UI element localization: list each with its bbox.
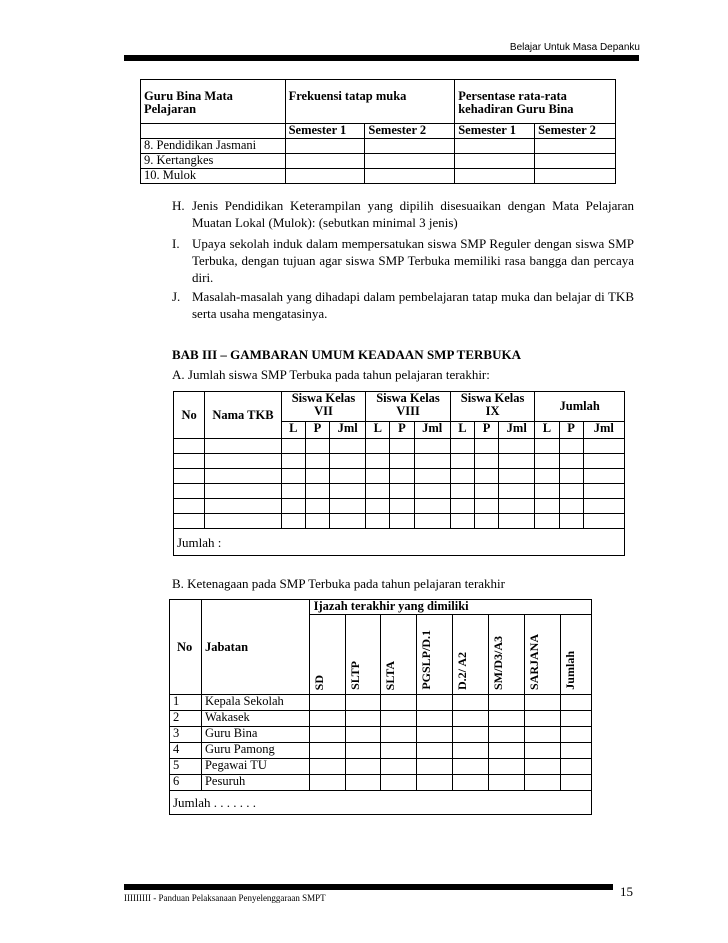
col-no: No xyxy=(170,600,202,695)
row-no: 6 xyxy=(170,775,202,791)
subject-row: 10. Mulok xyxy=(141,169,286,184)
col-l: L xyxy=(281,422,305,439)
col-d2: D.2/ A2 xyxy=(455,651,470,690)
col-guru-bina: Guru Bina Mata Pelajaran xyxy=(141,80,286,124)
col-l: L xyxy=(366,422,390,439)
header-rule xyxy=(124,55,639,61)
chapter-title: BAB III – GAMBARAN UMUM KEADAAN SMP TERBUKA xyxy=(172,347,521,362)
row-jabatan: Pesuruh xyxy=(201,775,309,791)
row-jabatan: Guru Bina xyxy=(201,727,309,743)
frek-sem1: Semester 1 xyxy=(285,124,365,139)
page-number: 15 xyxy=(620,884,633,899)
student-count-table xyxy=(173,391,625,556)
row-no: 4 xyxy=(170,743,202,759)
item-h xyxy=(172,197,634,231)
col-sd: SD xyxy=(311,674,326,690)
col-p: P xyxy=(390,422,414,439)
staff-table xyxy=(169,599,592,815)
total-row: Jumlah . . . . . . . xyxy=(170,791,592,815)
subject-row: 8. Pendidikan Jasmani xyxy=(141,139,286,154)
running-title: Belajar Untuk Masa Depanku xyxy=(509,42,640,53)
row-jabatan: Kepala Sekolah xyxy=(201,695,309,711)
col-jabatan: Jabatan xyxy=(201,600,309,695)
item-i xyxy=(172,235,634,286)
col-kelas-9: Siswa Kelas IX xyxy=(450,392,535,422)
total-row: Jumlah : xyxy=(174,529,625,556)
row-jabatan: Wakasek xyxy=(201,711,309,727)
col-sarjana: SARJANA xyxy=(527,633,542,690)
item-letter: H. xyxy=(172,198,185,213)
section-b-heading: B. Ketenagaan pada SMP Terbuka pada tahun pelajaran terakhir xyxy=(172,576,505,591)
subject-row: 9. Kertangkes xyxy=(141,154,286,169)
col-l: L xyxy=(535,422,559,439)
col-p: P xyxy=(474,422,498,439)
col-sltp: SLTP xyxy=(347,661,362,690)
pers-sem1: Semester 1 xyxy=(455,124,535,139)
item-text: Jenis Pendidikan Keterampilan yang dipilih disesuaikan dengan Mata Pelajaran Muatan Lokal (Mulok): (sebutkan minimal 3 jenis) xyxy=(192,198,634,230)
section-a-heading: A. Jumlah siswa SMP Terbuka pada tahun pelajaran terakhir: xyxy=(172,367,490,382)
footer-rule xyxy=(124,884,613,890)
item-j xyxy=(172,288,634,322)
col-jumlah: Jumlah xyxy=(563,651,577,690)
col-persentase: Persentase rata-rata kehadiran Guru Bina xyxy=(455,80,616,124)
row-no: 1 xyxy=(170,695,202,711)
col-kelas-7: Siswa Kelas VII xyxy=(281,392,366,422)
row-no: 3 xyxy=(170,727,202,743)
row-jabatan: Pegawai TU xyxy=(201,759,309,775)
row-no: 5 xyxy=(170,759,202,775)
pers-sem2: Semester 2 xyxy=(535,124,616,139)
row-jabatan: Guru Pamong xyxy=(201,743,309,759)
col-jumlah: Jumlah xyxy=(535,392,625,422)
col-no: No xyxy=(174,392,205,439)
col-pgslp: PGSLP/D.1 xyxy=(419,630,434,690)
col-slta: SLTA xyxy=(383,660,398,690)
item-text: Upaya sekolah induk dalam mempersatukan siswa SMP Reguler dengan siswa SMP Terbuka, dengan tujuan agar siswa SMP Terbuka memiliki rasa bangga dan percaya diri. xyxy=(192,236,634,285)
col-l: L xyxy=(450,422,474,439)
col-jml: Jml xyxy=(414,422,450,439)
col-ijazah: Ijazah terakhir yang dimiliki xyxy=(309,600,591,615)
col-kelas-8: Siswa Kelas VIII xyxy=(366,392,451,422)
frek-sem2: Semester 2 xyxy=(365,124,455,139)
col-jml: Jml xyxy=(583,422,624,439)
row-no: 2 xyxy=(170,711,202,727)
col-frekuensi: Frekuensi tatap muka xyxy=(285,80,455,124)
item-letter: J. xyxy=(172,289,181,304)
col-nama-tkb: Nama TKB xyxy=(205,392,282,439)
item-letter: I. xyxy=(172,236,180,251)
item-text: Masalah-masalah yang dihadapi dalam pembelajaran tatap muka dan belajar di TKB serta usaha mengatasinya. xyxy=(192,289,634,321)
teacher-frequency-table xyxy=(140,79,616,184)
col-jml: Jml xyxy=(499,422,535,439)
col-jml: Jml xyxy=(330,422,366,439)
col-p: P xyxy=(559,422,583,439)
footer-text: IIIIIIIII - Panduan Pelaksanaan Penyelenggaraan SMPT xyxy=(124,893,326,903)
col-p: P xyxy=(305,422,329,439)
col-sm-d3: SM/D3/A3 xyxy=(491,636,506,690)
